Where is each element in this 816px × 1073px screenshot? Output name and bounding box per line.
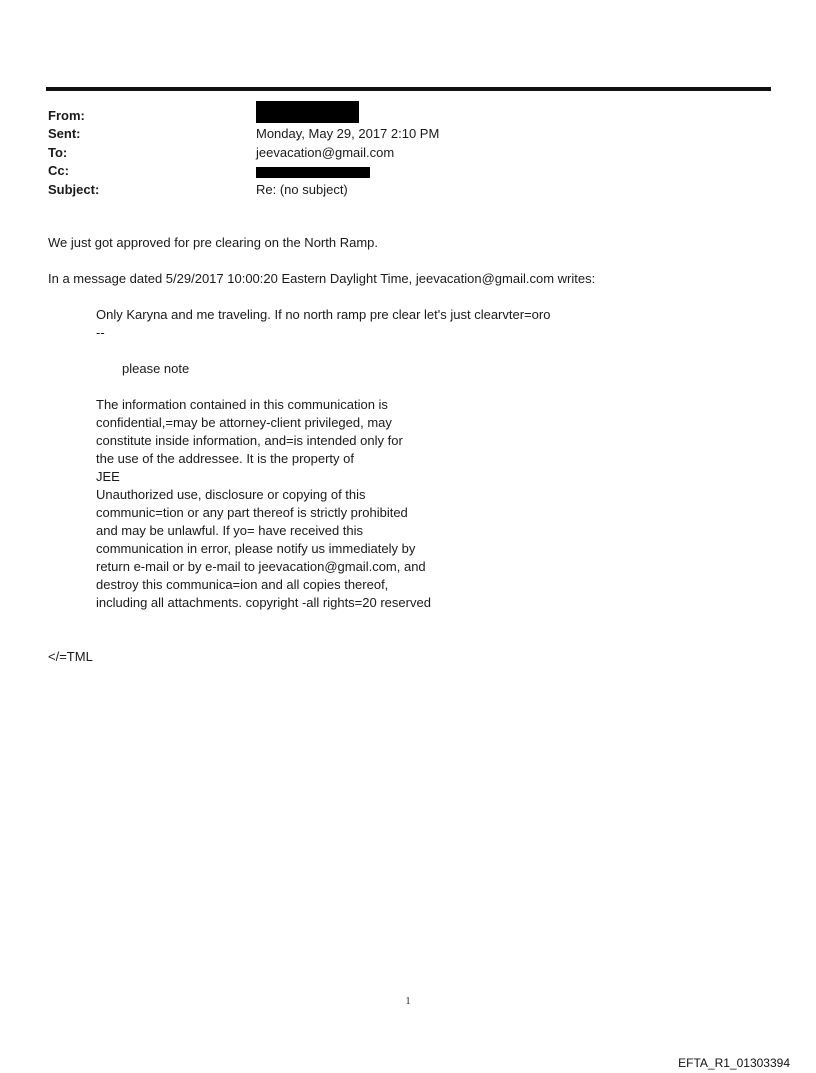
page-number: 1 — [405, 996, 411, 1007]
please-note: please note — [122, 361, 190, 376]
document-id: EFTA_R1_01303394 — [678, 1056, 790, 1070]
disclaimer-line: return e-mail or by e-mail to jeevacation@gmail.com, and — [96, 559, 426, 574]
to-value[interactable]: jeevacation@gmail.com — [256, 145, 395, 160]
disclaimer-line: communication in error, please notify us immediately by — [96, 541, 416, 556]
signature-separator: -- — [96, 325, 105, 340]
from-label: From: — [48, 108, 85, 123]
cc-label: Cc: — [48, 163, 69, 178]
subject-row — [48, 182, 748, 200]
quoted-message: Only Karyna and me traveling. If no north ramp pre clear let's just clearvter=oro — [96, 307, 551, 322]
disclaimer-line: confidential,=may be attorney-client privileged, may — [96, 415, 392, 430]
cc-row — [48, 163, 748, 181]
quote-intro: In a message dated 5/29/2017 10:00:20 Eastern Daylight Time, jeevacation@gmail.com writes: — [48, 271, 596, 286]
disclaimer-line: JEE — [96, 469, 120, 484]
subject-value: Re: (no subject) — [256, 182, 348, 197]
disclaimer-line: including all attachments. copyright -all rights=20 reserved — [96, 595, 431, 610]
disclaimer-line: The information contained in this communication is — [96, 397, 388, 412]
sent-row — [48, 126, 748, 144]
from-row — [48, 108, 748, 126]
subject-label: Subject: — [48, 182, 100, 197]
sent-label: Sent: — [48, 126, 81, 141]
from-redaction — [256, 101, 359, 123]
html-trailer: </=TML — [48, 649, 93, 664]
cc-redaction — [256, 167, 370, 178]
disclaimer-line: destroy this communica=ion and all copies thereof, — [96, 577, 389, 592]
disclaimer-line: communic=tion or any part thereof is strictly prohibited — [96, 505, 408, 520]
to-row — [48, 145, 748, 163]
disclaimer-line: and may be unlawful. If yo= have received this — [96, 523, 364, 538]
disclaimer-line: Unauthorized use, disclosure or copying of this — [96, 487, 366, 502]
header-rule — [46, 87, 771, 91]
reply-text: We just got approved for pre clearing on the North Ramp. — [48, 235, 378, 250]
to-label: To: — [48, 145, 68, 160]
sent-value: Monday, May 29, 2017 2:10 PM — [256, 126, 440, 141]
disclaimer-line: the use of the addressee. It is the property of — [96, 451, 354, 466]
disclaimer-line: constitute inside information, and=is intended only for — [96, 433, 403, 448]
